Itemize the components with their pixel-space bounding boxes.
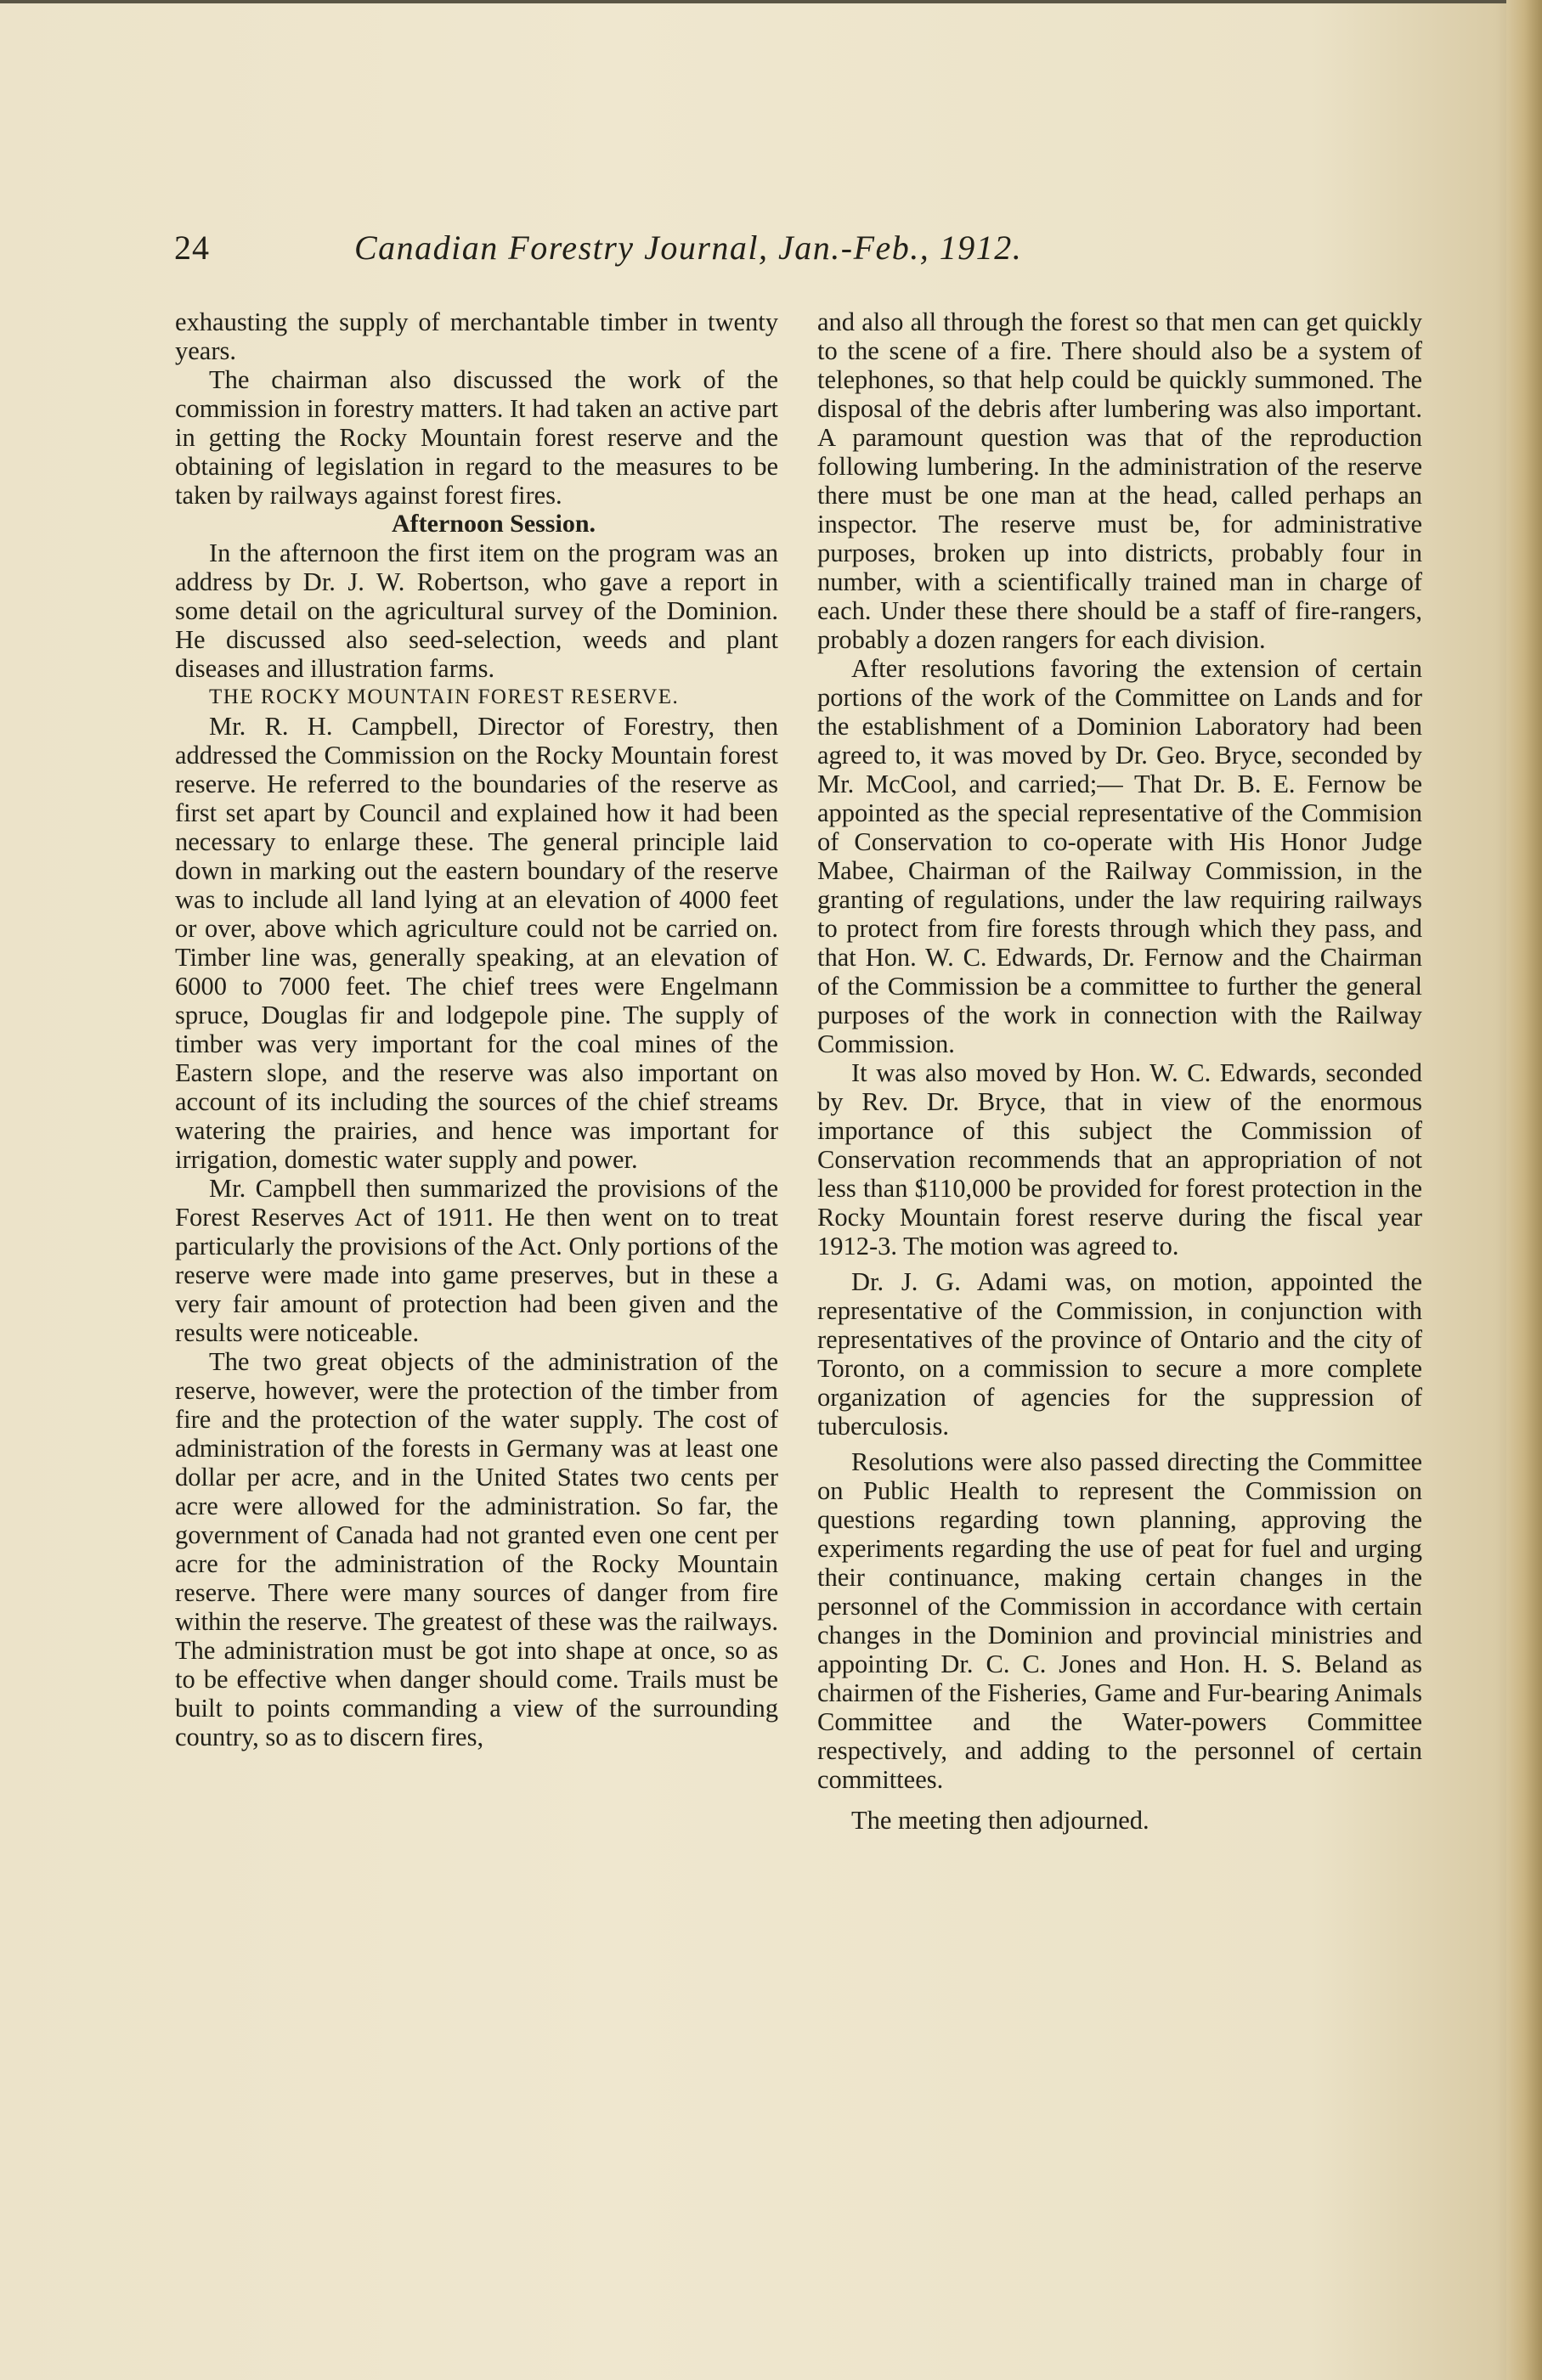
page-header bbox=[174, 228, 1449, 268]
top-rule bbox=[0, 0, 1521, 3]
running-head: Canadian Forestry Journal, Jan.-Feb., 1912. bbox=[354, 228, 1023, 267]
page-binding-edge bbox=[1506, 0, 1542, 2380]
section-heading-afternoon: Afternoon Session. bbox=[391, 510, 596, 538]
paragraph: In the afternoon the first item on the program was an address by Dr. J. W. Robertson, who gave a report in some detail on the agricultural survey of the Dominion. He discussed also seed-selection, weeds and plant diseases and illustration farms. bbox=[175, 539, 778, 683]
paragraph: Resolutions were also passed directing the Committee on Public Health to represent the Commission on questions regarding town planning, approving the experiments regarding the use of peat for fuel and urging their continuance, making certain changes in the personnel of the Commission in accordance with certain changes in the Dominion and provincial ministries and appointing Dr. C. C. Jones and Hon. H. S. Beland as chairmen of the Fisheries, Game and Fur-bearing Animals Committee and the Water-powers Committee respectively, and adding to the personnel of certain committees. bbox=[817, 1447, 1422, 1794]
paragraph: and also all through the forest so that men can get quickly to the scene of a fire. There should also be a system of telephones, so that help could be quickly summoned. The disposal of the debris after lumbering was also important. A paramount question was that of the reproduction following lumbering. In the administration of the reserve there must be one man at the head, called perhaps an inspector. The reserve must be, for administrative purposes, broken up into districts, probably four in number, with a scientifically trained man in charge of each. Under these there should be a staff of fire-rangers, probably a dozen rangers for each division. bbox=[817, 307, 1422, 654]
right-column bbox=[817, 307, 1422, 1835]
paragraph: Mr. R. H. Campbell, Director of Forestry, then addressed the Commission on the Rocky Mountain forest reserve. He referred to the boundaries of the reserve as first set apart by Council and explained how it had been necessary to enlarge these. The general principle laid down in marking out the eastern boundary of the reserve was to include all land lying at an elevation of 4000 feet or over, above which agriculture could not be carried on. Timber line was, generally speaking, at an elevation of 6000 to 7000 feet. The chief trees were Engelmann spruce, Douglas fir and lodgepole pine. The supply of timber was very important for the coal mines of the Eastern slope, and the reserve was also important on account of its including the sources of the chief streams watering the prairies, and hence was important for irrigation, domestic water supply and power. bbox=[175, 712, 778, 1174]
paragraph: The meeting then adjourned. bbox=[851, 1806, 1149, 1835]
paragraph: Mr. Campbell then summarized the provisions of the Forest Reserves Act of 1911. He then went on to treat particularly the provisions of the Act. Only portions of the reserve were made into game preserves, but in these a very fair amount of protection had been given and the results were noticeable. bbox=[175, 1174, 778, 1347]
paragraph: It was also moved by Hon. W. C. Edwards, seconded by Rev. Dr. Bryce, that in view of the enormous importance of this subject the Commission of Conservation recommends that an appropriation of not less than $110,000 be provided for forest protection in the Rocky Mountain forest reserve during the fiscal year 1912-3. The motion was agreed to. bbox=[817, 1058, 1422, 1260]
paragraph: Dr. J. G. Adami was, on motion, appointed the representative of the Commission, in conjunction with representatives of the province of Ontario and the city of Toronto, on a commission to secure a more complete organization of agencies for the suppression of tuberculosis. bbox=[817, 1267, 1422, 1441]
paragraph: The two great objects of the administration of the reserve, however, were the protection of the timber from fire and the protection of the water supply. The cost of administration of the forests in Germany was at least one dollar per acre, and in the United States two cents per acre were allowed for the administration. So far, the government of Canada had not granted even one cent per acre for the administration of the Rocky Mountain reserve. There were many sources of danger from fire within the reserve. The greatest of these was the railways. The administration must be got into shape at once, so as to be effective when danger should come. Trails must be built to points commanding a view of the surrounding country, so as to discern fires, bbox=[175, 1347, 778, 1751]
paragraph: exhausting the supply of merchantable timber in twenty years. bbox=[175, 307, 778, 365]
paragraph: The chairman also discussed the work of the commission in forestry matters. It had taken an active part in getting the Rocky Mountain forest reserve and the obtaining of legislation in regard to the measures to be taken by railways against forest fires. bbox=[175, 365, 778, 510]
left-column bbox=[175, 307, 778, 1751]
section-heading-reserve: THE ROCKY MOUNTAIN FOREST RESERVE. bbox=[209, 685, 680, 708]
page-number: 24 bbox=[174, 228, 210, 267]
paragraph: After resolutions favoring the extension of certain portions of the work of the Committee on Lands and for the establishment of a Dominion Laboratory had been agreed to, it was moved by Dr. Geo. Bryce, seconded by Mr. McCool, and carried;— That Dr. B. E. Fernow be appointed as the special representative of the Commision of Conservation to co-operate with His Honor Judge Mabee, Chairman of the Railway Commission, in the granting of regulations, under the law requiring railways to protect from fire forests through which they pass, and that Hon. W. C. Edwards, Dr. Fernow and the Chairman of the Commission be a committee to further the general purposes of the work in connection with the Railway Commission. bbox=[817, 654, 1422, 1058]
